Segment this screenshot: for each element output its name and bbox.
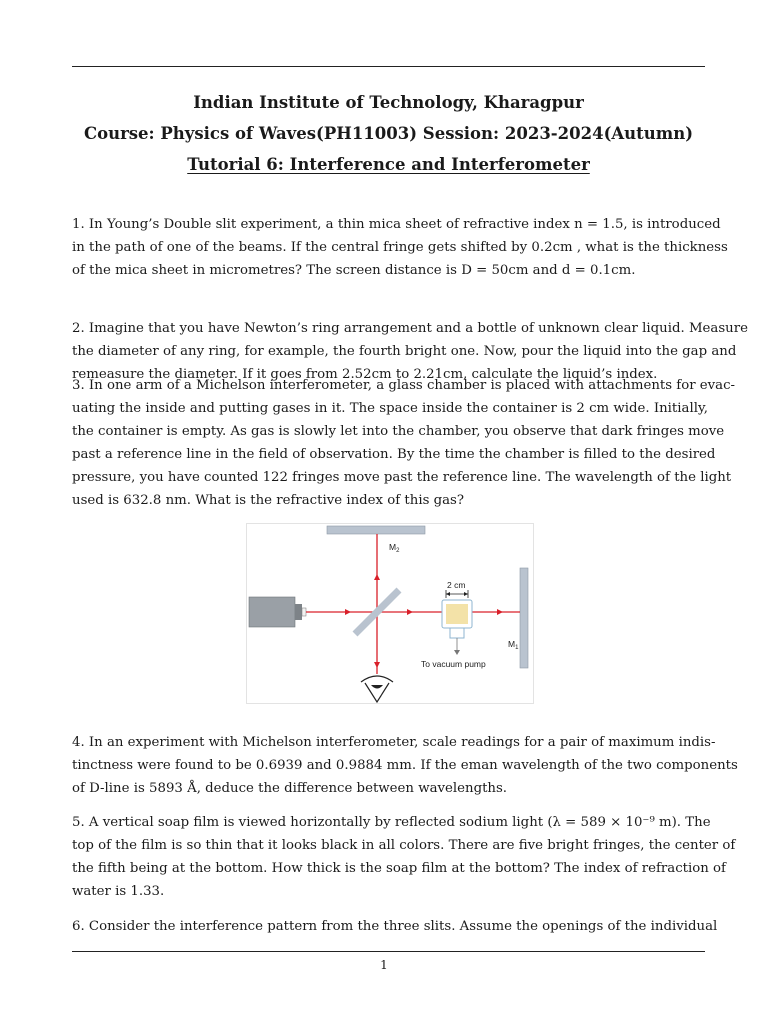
question-line: the container is empty. As gas is slowly let into the chamber, you observe that dark fringes move [72, 424, 725, 439]
question-4 [72, 731, 738, 800]
question-line: of the mica sheet in micrometres? The screen distance is D = 50cm and d = 0.1cm. [72, 263, 636, 278]
question-line: 5. A vertical soap film is viewed horizontally by reflected sodium light (λ = 589 × 10⁻⁹ m). The [72, 815, 711, 830]
question-5 [72, 811, 736, 903]
question-line: top of the film is so thin that it looks black in all colors. There are five bright fringes, the center of [72, 838, 736, 853]
mirror-m2 [327, 526, 425, 534]
mirror-m1 [520, 568, 528, 668]
question-line: pressure, you have counted 122 fringes move past the reference line. The wavelength of the light [72, 470, 732, 485]
label-width: 2 cm [447, 580, 466, 590]
label-vacuum-pump: To vacuum pump [421, 659, 486, 669]
institute-title: Indian Institute of Technology, Kharagpur [193, 93, 584, 112]
laser-nozzle [302, 608, 306, 616]
question-line: uating the inside and putting gases in it. The space inside the container is 2 cm wide. Initially, [72, 401, 708, 416]
course-line: Course: Physics of Waves(PH11003) Session: 2023-2024(Autumn) [83, 124, 694, 143]
laser-aperture [295, 604, 302, 620]
tutorial-title: Tutorial 6: Interference and Interferometer [187, 155, 590, 174]
question-line: 6. Consider the interference pattern from the three slits. Assume the openings of the individual [72, 919, 718, 934]
question-line: in the path of one of the beams. If the central fringe gets shifted by 0.2cm , what is the thickness [72, 240, 728, 255]
question-line: used is 632.8 nm. What is the refractive index of this gas? [72, 493, 465, 508]
question-3 [72, 374, 736, 512]
question-line: tinctness were found to be 0.6939 and 0.9884 mm. If the eman wavelength of the two components [72, 758, 738, 773]
chamber-gas [446, 604, 468, 624]
pump-arrow [454, 650, 460, 655]
observer-eye-icon [361, 676, 393, 702]
question-line: the fifth being at the bottom. How thick is the soap film at the bottom? The index of refraction of [72, 861, 726, 876]
question-line: remeasure the diameter. If it goes from 2.52cm to 2.21cm, calculate the liquid’s index. [72, 367, 658, 382]
laser-source [249, 597, 295, 627]
question-line: water is 1.33. [72, 884, 165, 899]
question-line: 4. In an experiment with Michelson interferometer, scale readings for a pair of maximum indis- [72, 735, 716, 750]
bottom-rule [72, 951, 705, 952]
question-line: 1. In Young’s Double slit experiment, a thin mica sheet of refractive index n = 1.5, is introduced [72, 217, 721, 232]
page-number: 1 [380, 958, 388, 972]
light-beams [306, 534, 520, 674]
question-line: 3. In one arm of a Michelson interferometer, a glass chamber is placed with attachments for evac- [72, 378, 736, 393]
question-6 [72, 915, 718, 938]
top-rule [72, 66, 705, 67]
question-line: 2. Imagine that you have Newton’s ring arrangement and a bottle of unknown clear liquid. Measure [72, 321, 748, 336]
question-line: the diameter of any ring, for example, the fourth bright one. Now, pour the liquid into the gap and [72, 344, 737, 359]
label-m2: $M_2$ [389, 542, 400, 554]
question-line: past a reference line in the field of observation. By the time the chamber is filled to the desired [72, 447, 716, 462]
question-1 [72, 213, 728, 282]
label-m1: $M_1$ [508, 639, 519, 651]
michelson-interferometer-figure [246, 523, 534, 704]
question-line: of D-line is 5893 Å, deduce the difference between wavelengths. [72, 781, 508, 796]
chamber-neck [450, 628, 464, 638]
